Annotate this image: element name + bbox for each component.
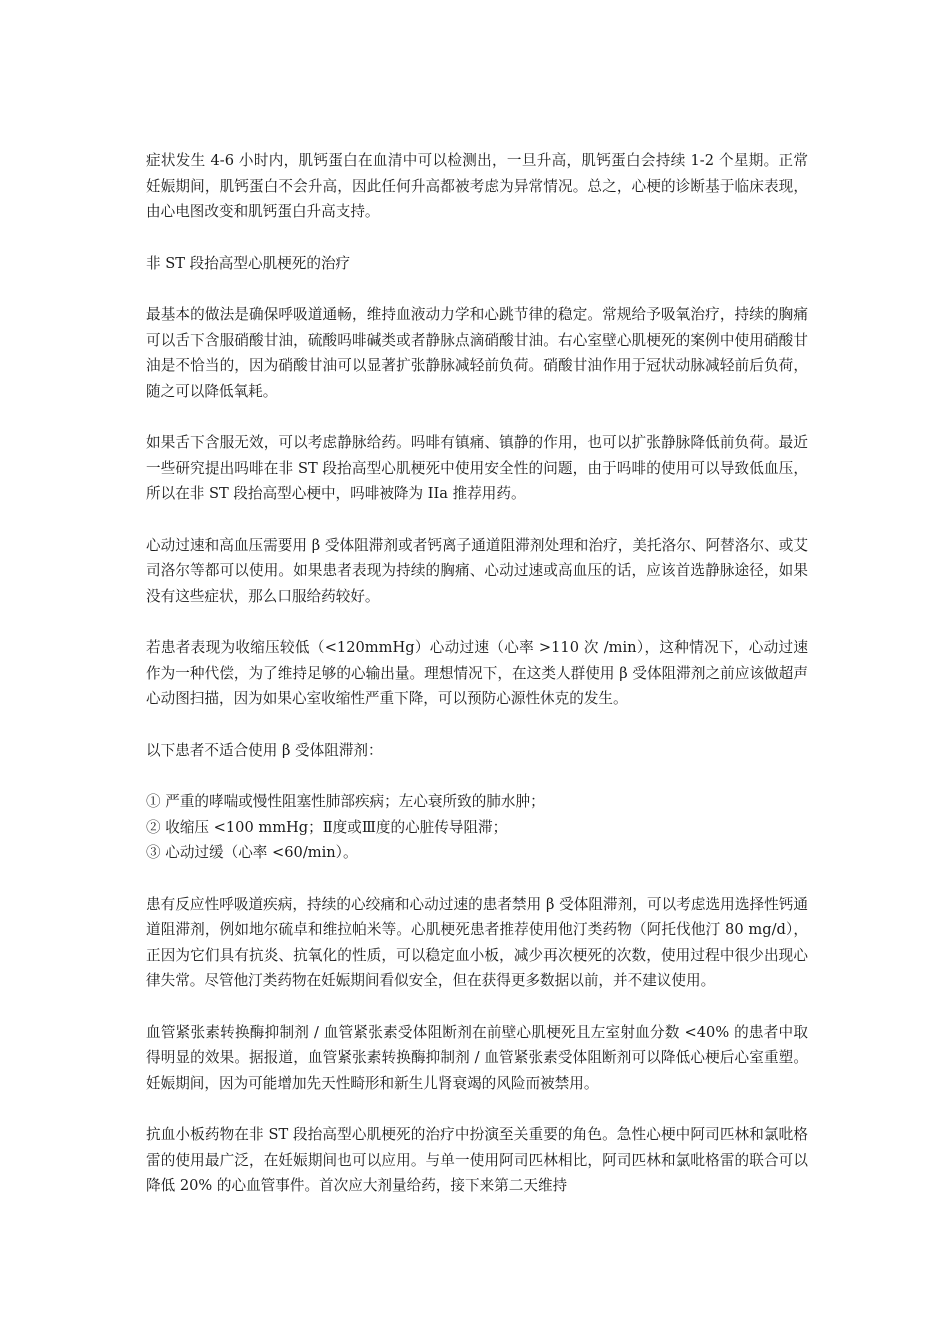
document-page (146, 148, 808, 1225)
paragraph-troponin-diagnosis: 症状发生 4-6 小时内，肌钙蛋白在血清中可以检测出，一旦升高，肌钙蛋白会持续 1-2 个星期。正常妊娠期间，肌钙蛋白不会升高，因此任何升高都被考虑为异常情况。总之，心梗的诊断基于临床表现，由心电图改变和肌钙蛋白升高支持。 (146, 152, 808, 220)
list-item: ③ 心动过缓（心率 <60/min）。 (146, 844, 358, 861)
paragraph-nitroglycerin: 最基本的做法是确保呼吸道通畅，维持血液动力学和心跳节律的稳定。常规给予吸氧治疗，持续的胸痛可以舌下含服硝酸甘油，硫酸吗啡碱类或者静脉点滴硝酸甘油。右心室壁心肌梗死的案例中使用硝酸甘油是不恰当的，因为硝酸甘油可以显著扩张静脉减轻前负荷。硝酸甘油作用于冠状动脉减轻前后负荷，随之可以降低氧耗。 (146, 306, 808, 400)
paragraph-ace-inhibitors: 血管紧张素转换酶抑制剂 / 血管紧张素受体阻断剂在前壁心肌梗死且左室射血分数 <40% 的患者中取得明显的效果。据报道，血管紧张素转换酶抑制剂 / 血管紧张素受体阻断剂可以降低心梗后心室重塑。妊娠期间，因为可能增加先天性畸形和新生儿肾衰竭的风险而被禁用。 (146, 1023, 808, 1092)
paragraph-morphine: 如果舌下含服无效，可以考虑静脉给药。吗啡有镇痛、镇静的作用，也可以扩张静脉降低前负荷。最近一些研究提出吗啡在非 ST 段抬高型心肌梗死中使用安全性的问题，由于吗啡的使用可以导致低血压，所以在非 ST 段抬高型心梗中，吗啡被降为 IIa 推荐用药。 (146, 434, 808, 502)
paragraph-low-systolic: 若患者表现为收缩压较低（<120mmHg）心动过速（心率 >110 次 /min），这种情况下，心动过速作为一种代偿，为了维持足够的心输出量。理想情况下，在这类人群使用 β 受体阻滞剂之前应该做超声心动图扫描，因为如果心室收缩性严重下降，可以预防心源性休克的发生。 (146, 639, 808, 707)
list-item: ① 严重的哮喘或慢性阻塞性肺部疾病；左心衰所致的肺水肿； (146, 793, 545, 810)
paragraph-beta-blockers: 心动过速和高血压需要用 β 受体阻滞剂或者钙离子通道阻滞剂处理和治疗，美托洛尔、阿替洛尔、或艾司洛尔等都可以使用。如果患者表现为持续的胸痛、心动过速或高血压的话，应该首选静脉途径，如果没有这些症状，那么口服给药较好。 (146, 536, 808, 605)
paragraph-calcium-statins: 患有反应性呼吸道疾病，持续的心绞痛和心动过速的患者禁用 β 受体阻滞剂，可以考虑选用选择性钙通道阻滞剂，例如地尔硫卓和维拉帕米等。心肌梗死患者推荐使用他汀类药物（阿托伐他汀 80 mg/d），正因为它们具有抗炎、抗氧化的性质，可以稳定血小板，减少再次梗死的次数，使用过程中很少出现心律失常。尽管他汀类药物在妊娠期间看似安全，但在获得更多数据以前，并不建议使用。 (146, 895, 808, 989)
list-item: ② 收缩压 <100 mmHg；Ⅱ度或Ⅲ度的心脏传导阻滞； (146, 818, 508, 836)
paragraph-contraindication-intro: 以下患者不适合使用 β 受体阻滞剂： (146, 741, 383, 759)
section-heading-nstemi-treatment: 非 ST 段抬高型心肌梗死的治疗 (146, 254, 351, 272)
paragraph-antiplatelet: 抗血小板药物在非 ST 段抬高型心肌梗死的治疗中扮演至关重要的角色。急性心梗中阿司匹林和氯吡格雷的使用最广泛，在妊娠期间也可以应用。与单一使用阿司匹林相比，阿司匹林和氯吡格雷的联合可以降低 20% 的心血管事件。首次应大剂量给药，接下来第二天维持 (146, 1126, 808, 1194)
contraindication-list (146, 789, 808, 866)
